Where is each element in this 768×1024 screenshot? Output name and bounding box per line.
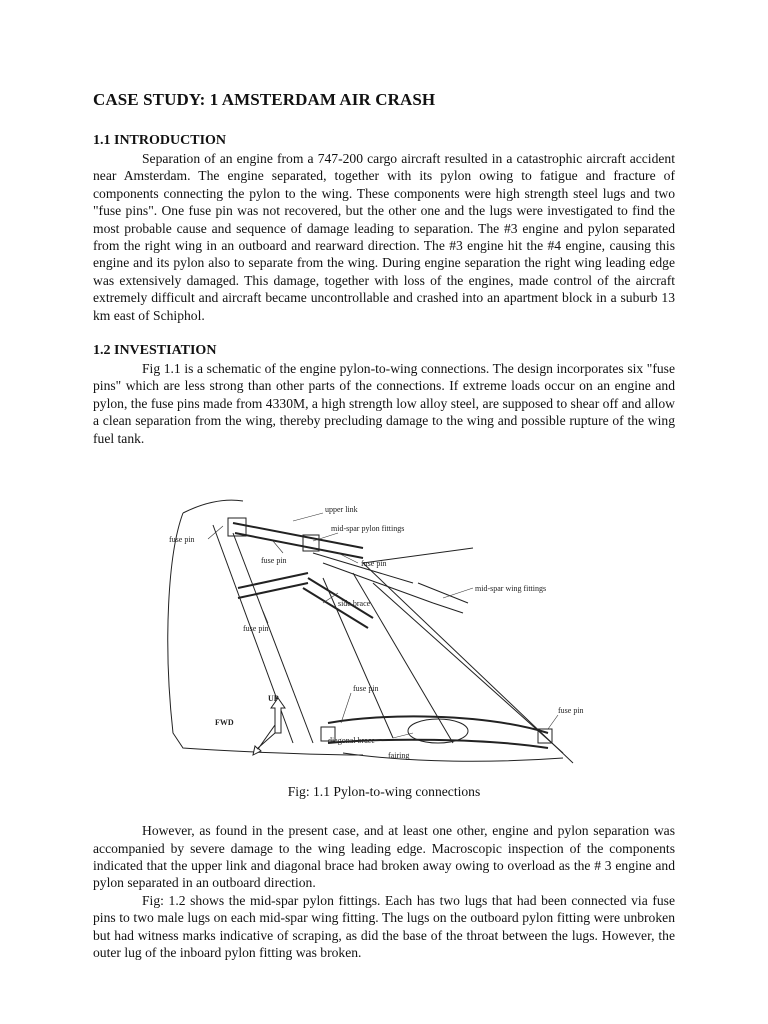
label-fairing: fairing [388, 751, 410, 761]
pylon-wing-figure [93, 493, 675, 778]
label-up: UP [268, 694, 279, 704]
wing-top-outline [183, 500, 243, 513]
label-mid-spar-wing-fittings: mid-spar wing fittings [475, 584, 547, 594]
section-heading-introduction: 1.1 INTRODUCTION [93, 133, 227, 148]
label-mid-spar-pylon-fittings: mid-spar pylon fittings [331, 524, 405, 534]
label-side-brace: side brace [338, 599, 371, 609]
figure-caption: Fig: 1.1 Pylon-to-wing connections [287, 784, 481, 800]
label-fuse-pin-2: fuse pin [261, 556, 287, 566]
label-diagonal-brace: diagonal brace [328, 736, 375, 746]
investigation-paragraph: Fig 1.1 is a schematic of the engine pylon-to-wing connections. The design incorporates six "fuse pins" which are less strong than other parts of the connections. If extreme loads occur on an engine and pylon, the fuse pins made from 4330M, a high strength low alloy steel, are supposed to shear off and allow a clean separation from the wing, thereby precluding damage to the wing and possible rupture of the wing fuel tank. [93, 361, 675, 446]
after-figure-paragraph-1: However, as found in the present case, and at least one other, engine and pylon separation was accompanied by severe damage to the wing leading edge. Macroscopic inspection of the components indicated that the upper link and diagonal brace had broken away owing to overload as the # 3 engine and pylon separated in an outboard direction. [93, 823, 675, 891]
direction-arrow-icon [215, 694, 285, 755]
label-fuse-pin-1: fuse pin [169, 535, 195, 545]
section-heading-investigation: 1.2 INVESTIATION [93, 343, 217, 359]
document-page [93, 90, 675, 961]
label-fuse-pin-3: fuse pin [361, 559, 387, 569]
pylon-schematic-drawing [163, 493, 603, 778]
label-fuse-pin-4: fuse pin [243, 624, 269, 634]
label-fwd: FWD [215, 718, 234, 728]
intro-paragraph: Separation of an engine from a 747-200 cargo aircraft resulted in a catastrophic aircraft accident near Amsterdam. The engine separated, together with its pylon owing to fatigue and fracture of components connecting the pylon to the wing. These components were high strength steel lugs and two "fuse pins". One fuse pin was not recovered, but the other one and the lugs were investigated to find the most probable cause and sequence of damage leading to separation. The #3 engine and pylon separated from the right wing in an outboard and rearward direction. The #3 engine hit the #4 engine, causing this engine and its pylon also to separate from the wing. During engine separation the right wing leading edge was extensively damaged. This damage, together with loss of the engines, made control of the aircraft extremely difficult and aircraft became uncontrollable and crashed into an apartment block in a suburb 13 km east of Schiphol. [93, 151, 675, 323]
label-fuse-pin-6: fuse pin [558, 706, 584, 716]
wing-leading-edge-outline [168, 513, 363, 755]
document-title: CASE STUDY: 1 AMSTERDAM AIR CRASH [93, 90, 436, 109]
label-upper-link: upper link [325, 505, 358, 515]
after-figure-paragraph-2: Fig: 1.2 shows the mid-spar pylon fittings. Each has two lugs that had been connected via fuse pins to two male lugs on each mid-spar wing fitting. The lugs on the outboard pylon fitting were unbroken but had witness marks indicative of scraping, as did the base of the throat between the lugs. However, the outer lug of the inboard pylon fitting was broken. [93, 892, 675, 960]
label-fuse-pin-5: fuse pin [353, 684, 379, 694]
